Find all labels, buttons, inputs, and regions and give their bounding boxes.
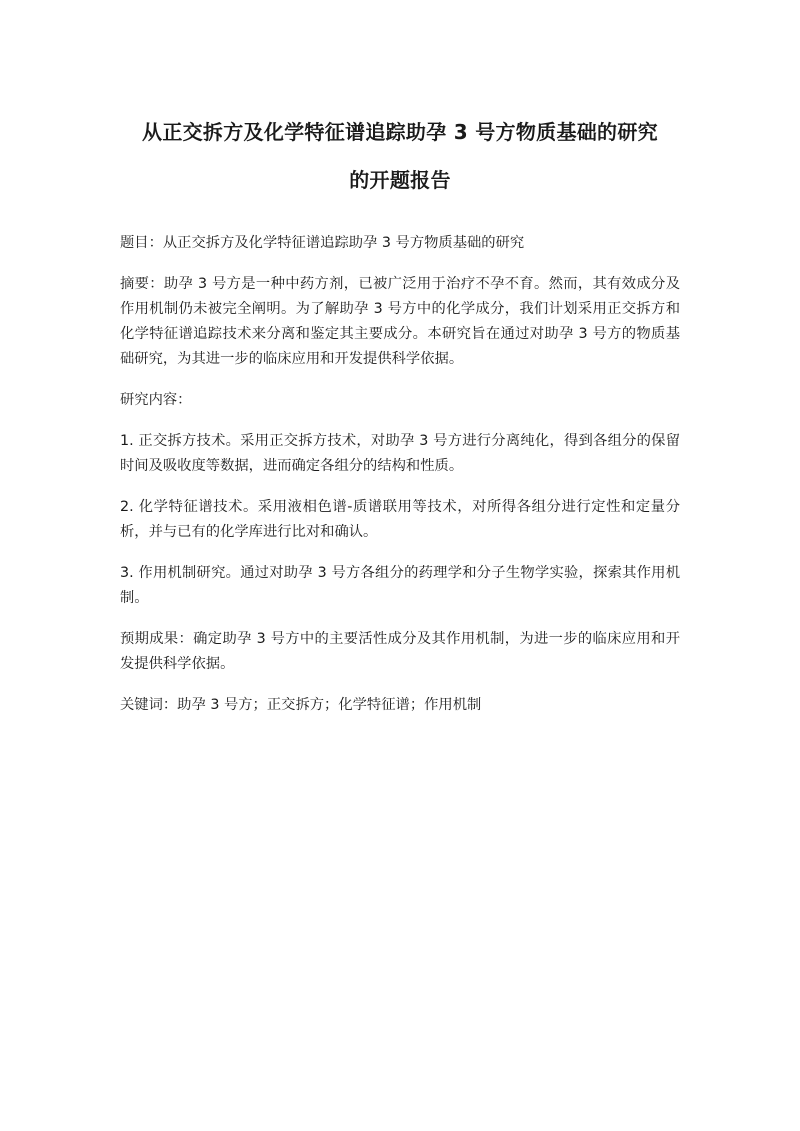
- research-item-1: 1. 正交拆方技术。采用正交拆方技术，对助孕 3 号方进行分离纯化，得到各组分的保留时间及吸收度等数据，进而确定各组分的结构和性质。: [120, 433, 680, 474]
- research-item-3: 3. 作用机制研究。通过对助孕 3 号方各组分的药理学和分子生物学实验，探索其作用机制。: [120, 565, 680, 606]
- document-title-line-1: 从正交拆方及化学特征谱追踪助孕 3 号方物质基础的研究: [142, 120, 658, 144]
- abstract-paragraph: 摘要：助孕 3 号方是一种中药方剂，已被广泛用于治疗不孕不育。然而，其有效成分及作用机制仍未被完全阐明。为了解助孕 3 号方中的化学成分，我们计划采用正交拆方和化学特征谱追踪技术来分离和鉴定其主要成分。本研究旨在通过对助孕 3 号方的物质基础研究，为其进一步的临床应用和开发提供科学依据。: [120, 276, 680, 367]
- research-content-heading: 研究内容：: [120, 392, 192, 408]
- document-title-line-2: 的开题报告: [349, 168, 451, 192]
- topic-paragraph: 题目：从正交拆方及化学特征谱追踪助孕 3 号方物质基础的研究: [120, 235, 525, 251]
- expected-results-paragraph: 预期成果：确定助孕 3 号方中的主要活性成分及其作用机制，为进一步的临床应用和开发提供科学依据。: [120, 631, 680, 672]
- keywords-paragraph: 关键词：助孕 3 号方；正交拆方；化学特征谱；作用机制: [120, 697, 482, 713]
- document-body: [120, 231, 680, 734]
- research-item-2: 2. 化学特征谱技术。采用液相色谱-质谱联用等技术，对所得各组分进行定性和定量分析，并与已有的化学库进行比对和确认。: [120, 499, 680, 540]
